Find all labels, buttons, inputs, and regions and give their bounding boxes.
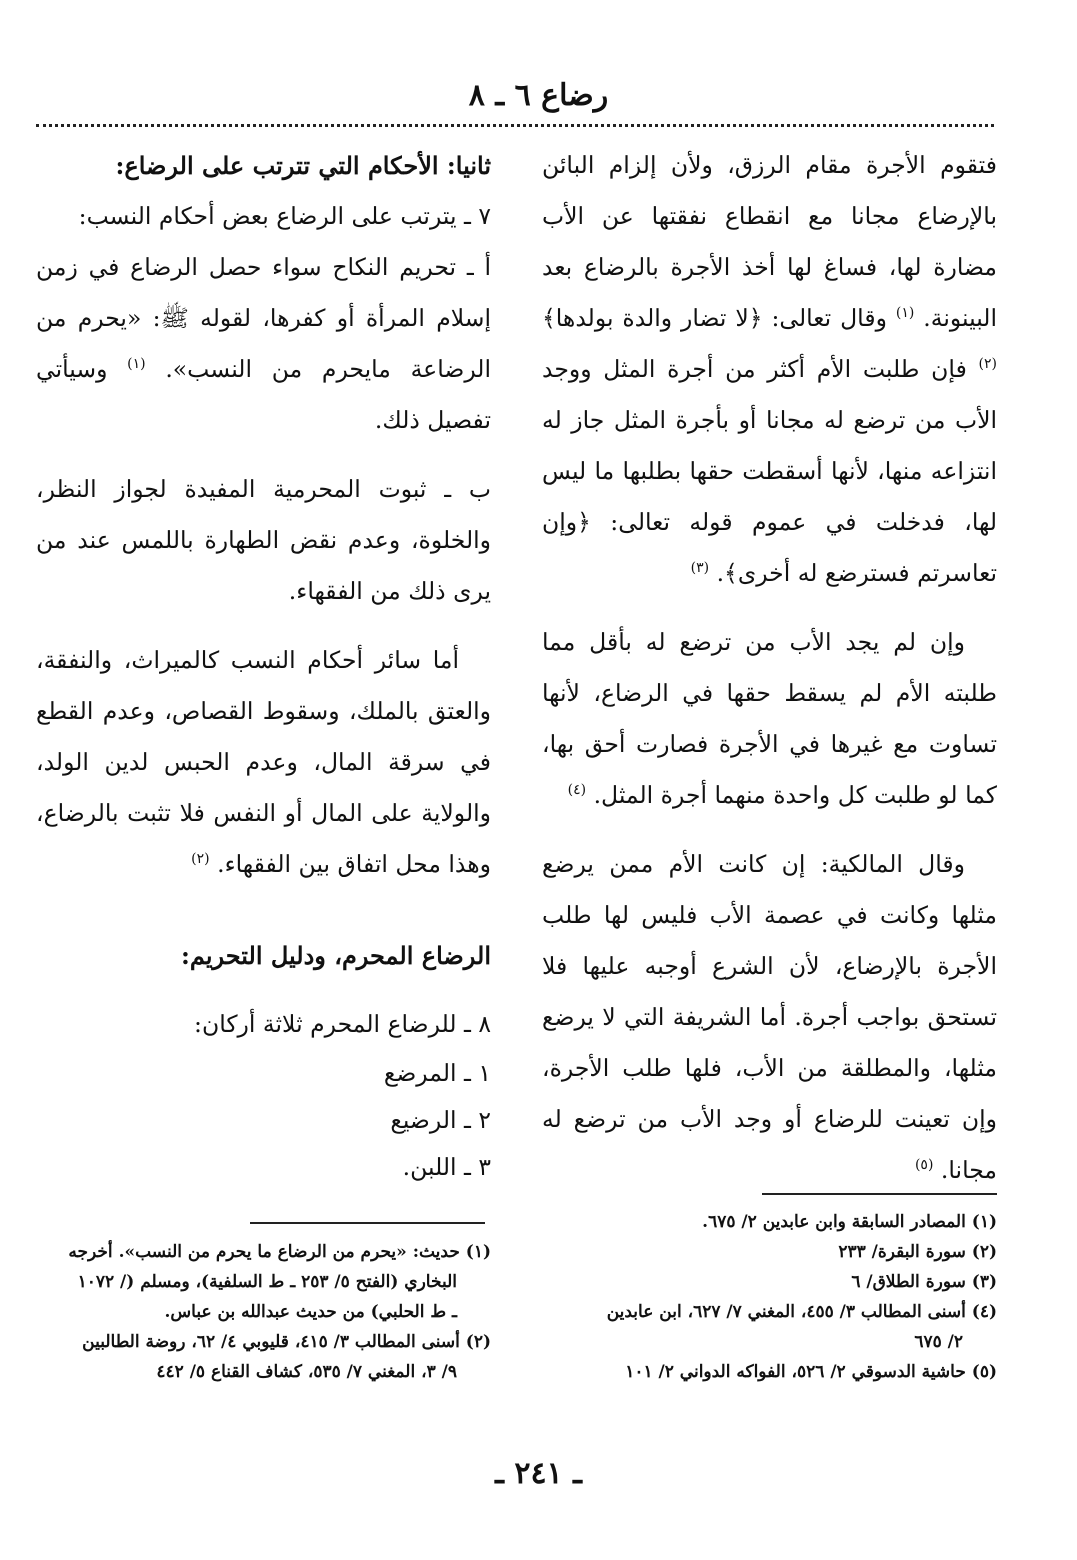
footnote-continuation: البخاري (الفتح ٥/ ٢٥٣ ـ ط السلفية)، ومسلم (/ ١٠٧٢: [77, 1272, 457, 1292]
footnotes-left: [36, 1237, 491, 1387]
running-title: رضاع ٦ ـ ٨: [468, 78, 609, 113]
list-item: ١ ـ المرضع: [383, 1059, 491, 1087]
footnotes-right: [537, 1207, 997, 1387]
paragraph-text: فإن طلبت الأم أكثر من أجرة المثل ووجد الأب من ترضع له مجانا أو بأجرة المثل جاز له انتزاعه منها، لأنها أسقطت حقها بطلبها ما ليس لها، فدخلت في عموم قوله تعالى: ﴿وإن تعاسرتم فسترضع له أخرى﴾.: [542, 355, 997, 587]
footnote-continuation: ٩/ ٣، المغني ٧/ ٥٣٥، كشاف القناع ٥/ ٤٤٢: [156, 1362, 457, 1382]
paragraph: [542, 839, 997, 1196]
footnote: (٣) سورة الطلاق/ ٦: [851, 1272, 997, 1292]
right-column: [542, 140, 997, 1196]
paragraph: [36, 635, 491, 890]
section-heading: الرضاع المحرم، ودليل التحريم:: [181, 941, 491, 970]
paragraph: [36, 242, 491, 446]
footnote-ref: (٣): [690, 560, 710, 577]
list-item: ٣ ـ اللبن.: [402, 1153, 491, 1181]
paragraph: ٨ ـ للرضاع المحرم ثلاثة أركان:: [194, 1010, 491, 1038]
paragraph: ب ـ ثبوت المحرمية المفيدة لجواز النظر، والخلوة، وعدم نقض الطهارة باللمس عند من يرى ذلك من الفقهاء.: [36, 475, 491, 605]
paragraph-text: فتقوم الأجرة مقام الرزق، ولأن إلزام البائن بالإرضاع مجانا مع انقطاع نفقتها عن الأب مضارة لها، فساغ لها أخذ الأجرة بالرضاع بعد البينونة.: [542, 151, 997, 332]
footnote-divider: [250, 1222, 485, 1224]
paragraph: [542, 140, 997, 599]
section-heading: ثانيا: الأحكام التي تترتب على الرضاع:: [115, 151, 491, 180]
footnote-continuation: ٢/ ٦٧٥: [914, 1332, 963, 1352]
header-divider: [36, 124, 994, 127]
footnote: (١) حديث: «يحرم من الرضاع ما يحرم من النسب». أخرجه: [68, 1242, 491, 1262]
paragraph-text: وقال المالكية: إن كانت الأم ممن يرضع مثلها وكانت في عصمة الأب فليس لها طلب الأجرة بالإرضاع، لأن الشرع أوجبه عليها فلا تستحق بواجب أجرة. أما الشريفة التي لا يرضع مثلها، والمطلقة من الأب، فلها طلب الأجرة، وإن تعينت للرضاع أو وجد الأب من ترضع له مجانا.: [542, 850, 997, 1184]
footnote: (٥) حاشية الدسوقي ٢/ ٥٢٦، الفواكه الدواني ٢/ ١٠١: [625, 1362, 997, 1382]
list-item: ٢ ـ الرضيع: [390, 1106, 491, 1134]
paragraph-text: وسيأتي تفصيل ذلك.: [36, 355, 491, 434]
footnote: (٢) سورة البقرة/ ٢٣٣: [838, 1242, 997, 1262]
footnote: (٢) أسنى المطالب ٣/ ٤١٥، قليوبي ٤/ ٦٢، روضة الطالبين: [82, 1332, 491, 1352]
paragraph-text: أ ـ تحريم النكاح سواء حصل الرضاع في زمن إسلام المرأة أو كفرها، لقوله ﷺ: «يحرم من الرضاعة مايحرم من النسب».: [36, 253, 491, 383]
paragraph: ٧ ـ يترتب على الرضاع بعض أحكام النسب:: [78, 202, 491, 230]
left-column: [36, 140, 491, 1191]
footnote-ref: (٤): [567, 782, 587, 799]
footnote-ref: (١): [895, 305, 915, 322]
page-number: ـ ٢٤١ ـ: [495, 1456, 582, 1491]
paragraph-text: وإن لم يجد الأب من ترضع له بأقل مما طلبته الأم لم يسقط حقها في الرضاع، لأنها تساوت مع غيرها في الأجرة فصارت أحق بها، كما لو طلبت كل واحدة منهما أجرة المثل.: [542, 628, 997, 809]
paragraph-text: أما سائر أحكام النسب كالميراث، والنفقة، والعتق بالملك، وسقوط القصاص، وعدم القطع في سرقة المال، وعدم الحبس لدين الولد، والولاية على المال أو النفس فلا تثبت بالرضاع، وهذا محل اتفاق بين الفقهاء.: [36, 646, 491, 878]
footnote-continuation: ـ ط الحلبي) من حديث عبدالله بن عباس.: [164, 1302, 457, 1322]
footnote-ref: (١): [127, 356, 146, 373]
footnote: (٤) أسنى المطالب ٣/ ٤٥٥، المغني ٧/ ٦٢٧، ابن عابدين: [606, 1302, 997, 1322]
paragraph-text: وقال تعالى: ﴿لا تضار والدة بولدها﴾: [542, 304, 887, 332]
footnote-ref: (٥): [914, 1157, 934, 1174]
footnote-ref: (٢): [191, 851, 210, 868]
footnote: (١) المصادر السابقة وابن عابدين ٢/ ٦٧٥.: [702, 1212, 997, 1232]
footnote-divider: [762, 1193, 997, 1195]
paragraph: [542, 617, 997, 821]
footnote-ref: (٢): [978, 356, 997, 373]
